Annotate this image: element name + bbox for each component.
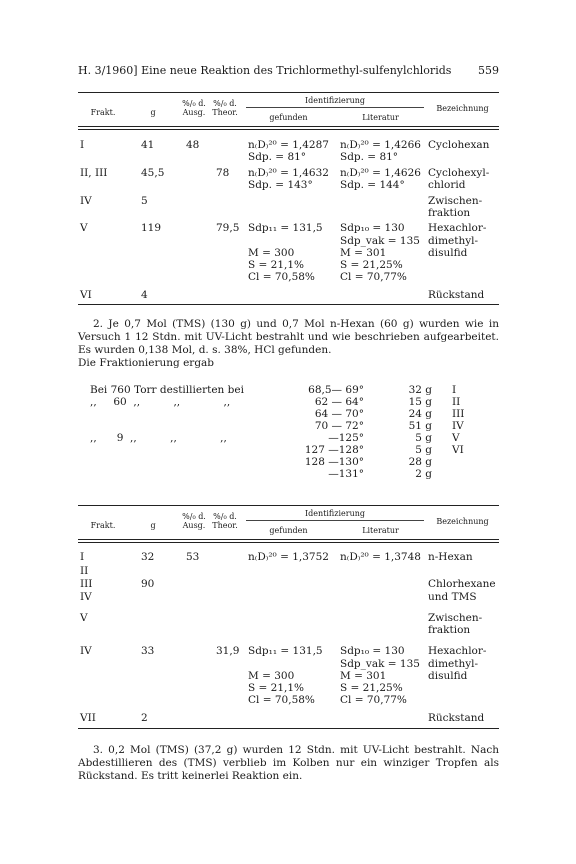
t1-frakt: VI (80, 289, 92, 301)
t2-gef: n₍D₎²⁰ = 1,3752 (248, 551, 329, 563)
t2-lit: M = 301 (340, 670, 387, 682)
t2-bez: und TMS (428, 591, 477, 603)
t1-gef: S = 21,1% (248, 259, 305, 271)
fractionation-list (78, 384, 499, 494)
frac-number: III (452, 408, 465, 420)
frac-temp: 128 —130° (304, 456, 364, 468)
t1-theor: 79,5 (216, 222, 240, 234)
running-header (78, 64, 499, 80)
t2-g: 33 (141, 645, 155, 657)
t1-bez: fraktion (428, 207, 471, 219)
frac-temp: —131° (328, 468, 364, 480)
frac-temp: 64 — 70° (314, 408, 364, 420)
col-header-g: g (150, 108, 156, 117)
frac-g: 32 g (408, 384, 432, 396)
t1-gef: n₍D₎²⁰ = 1,4287 (248, 139, 329, 151)
results-table-2 (78, 505, 499, 735)
t2-bez: Hexachlor- (428, 645, 487, 657)
frac-g: 51 g (408, 420, 432, 432)
col-header-bezeichnung: Bezeichnung (436, 517, 489, 526)
t1-bez: Cyclohexan (428, 139, 490, 151)
frac-temp: 70 — 72° (314, 420, 364, 432)
t1-g: 119 (141, 222, 162, 234)
frac-g: 28 g (408, 456, 432, 468)
t2-bez: n-Hexan (428, 551, 473, 563)
t2-lit: Sdp_vak = 135 (340, 658, 420, 670)
t1-bez: Hexachlor- (428, 222, 487, 234)
t1-bez: dimethyl- (428, 235, 479, 247)
col-header-identifizierung: Identifizierung (304, 509, 366, 518)
t2-ausg: 53 (186, 551, 200, 563)
col-header-theor: %/₀ d. Theor. (212, 99, 238, 117)
paragraph-3-text: 3. 0,2 Mol (TMS) (37,2 g) wurden 12 Stdn. mit UV-Licht bestrahlt. Nach Abdestillieren des (TMS) verblieb im Kolben nur ein winziger Tropfen als Rückstand. Es tritt keinerlei Reaktion ein. (78, 744, 499, 782)
t1-lit: Sdp_vak = 135 (340, 235, 420, 247)
t1-bez: Zwischen- (428, 195, 483, 207)
frac-cond: ,, 60 ,, ,, ,, (90, 396, 231, 408)
t2-lit: n₍D₎²⁰ = 1,3748 (340, 551, 421, 563)
t2-lit: S = 21,25% (340, 682, 403, 694)
t1-lit: n₍D₎²⁰ = 1,4626 (340, 167, 421, 179)
t1-g: 4 (141, 289, 148, 301)
t2-bez: dimethyl- (428, 658, 479, 670)
t2-bez: Rückstand (428, 712, 485, 724)
col-header-bezeichnung: Bezeichnung (436, 104, 489, 113)
t1-lit: M = 301 (340, 247, 387, 259)
header-citation: H. 3/1960] Eine neue Reaktion des Trichlormethyl-sulfenylchlorids (78, 64, 452, 77)
t2-theor: 31,9 (216, 645, 240, 657)
frac-temp: 68,5— 69° (308, 384, 364, 396)
col-header-ausg: %/₀ d. Ausg. (182, 512, 206, 530)
col-header-frakt: Frakt. (90, 521, 116, 530)
t2-frakt: IV (80, 645, 92, 657)
paragraph-2-text: 2. Je 0,7 Mol (TMS) (130 g) und 0,7 Mol n-Hexan (60 g) wurden wie in Versuch 1 12 Stdn. mit UV-Licht bestrahlt und wie beschrieben aufgearbeitet. Es wurden 0,138 Mol, d. s. 38%, HCl gefunden. (78, 318, 499, 356)
t1-gef: Sdp. = 81° (248, 151, 307, 163)
t2-frakt: IV (80, 591, 92, 603)
t2-bez: Zwischen- (428, 612, 483, 624)
t1-gef: Sdp. = 143° (248, 179, 313, 191)
t2-frakt: III (80, 578, 93, 590)
t1-g: 41 (141, 139, 155, 151)
t1-lit: Sdp. = 81° (340, 151, 399, 163)
t2-g: 90 (141, 578, 155, 590)
t1-gef: Sdp₁₁ = 131,5 (248, 222, 323, 234)
paragraph-2-line2: Die Fraktionierung ergab (78, 357, 215, 369)
col-header-gefunden: gefunden (269, 526, 308, 535)
frac-number: V (452, 432, 460, 444)
frac-temp: 127 —128° (304, 444, 364, 456)
frac-number: II (452, 396, 461, 408)
frac-g: 5 g (415, 432, 432, 444)
t1-g: 45,5 (141, 167, 165, 179)
t2-frakt: VII (80, 712, 96, 724)
col-header-theor: %/₀ d. Theor. (212, 512, 238, 530)
t2-gef: Sdp₁₁ = 131,5 (248, 645, 323, 657)
frac-number: IV (452, 420, 464, 432)
col-header-identifizierung: Identifizierung (304, 96, 366, 105)
frac-g: 5 g (415, 444, 432, 456)
t1-gef: M = 300 (248, 247, 295, 259)
t2-gef: M = 300 (248, 670, 295, 682)
results-table-1 (78, 92, 499, 312)
paragraph-3 (78, 744, 499, 783)
frac-temp: 62 — 64° (314, 396, 364, 408)
col-header-literatur: Literatur (362, 113, 399, 122)
t2-bez: Chlorhexane (428, 578, 496, 590)
col-header-ausg: %/₀ d. Ausg. (182, 99, 206, 117)
t1-frakt: I (80, 139, 85, 151)
t1-lit: Sdp₁₀ = 130 (340, 222, 405, 234)
t1-frakt: II, III (80, 167, 108, 179)
frac-number: VI (452, 444, 464, 456)
t1-lit: Sdp. = 144° (340, 179, 405, 191)
t1-lit: Cl = 70,77% (340, 271, 407, 283)
frac-temp: —125° (328, 432, 364, 444)
frac-cond: Bei 760 Torr destillierten bei (90, 384, 244, 396)
t1-bez: disulfid (428, 247, 468, 259)
t2-frakt: V (80, 612, 88, 624)
t1-frakt: V (80, 222, 88, 234)
col-header-g: g (150, 521, 156, 530)
col-header-literatur: Literatur (362, 526, 399, 535)
t1-bez: Cyclohexyl- (428, 167, 490, 179)
frac-g: 2 g (415, 468, 432, 480)
t1-bez: chlorid (428, 179, 466, 191)
t1-theor: 78 (216, 167, 230, 179)
page-number: 559 (478, 64, 499, 77)
t2-gef: Cl = 70,58% (248, 694, 315, 706)
t2-bez: disulfid (428, 670, 468, 682)
t1-gef: Cl = 70,58% (248, 271, 315, 283)
t2-gef: S = 21,1% (248, 682, 305, 694)
frac-g: 15 g (408, 396, 432, 408)
col-header-gefunden: gefunden (269, 113, 308, 122)
t2-g: 32 (141, 551, 155, 563)
t1-lit: S = 21,25% (340, 259, 403, 271)
t1-gef: n₍D₎²⁰ = 1,4632 (248, 167, 329, 179)
t2-lit: Sdp₁₀ = 130 (340, 645, 405, 657)
t1-bez: Rückstand (428, 289, 485, 301)
t1-ausg: 48 (186, 139, 200, 151)
frac-cond: ,, 9 ,, ,, ,, (90, 432, 227, 444)
t2-lit: Cl = 70,77% (340, 694, 407, 706)
t2-bez: fraktion (428, 624, 471, 636)
frac-g: 24 g (408, 408, 432, 420)
t1-lit: n₍D₎²⁰ = 1,4266 (340, 139, 421, 151)
paragraph-2 (78, 318, 499, 370)
t2-frakt: II (80, 565, 89, 577)
t1-g: 5 (141, 195, 148, 207)
col-header-frakt: Frakt. (90, 108, 116, 117)
frac-number: I (452, 384, 457, 396)
t1-frakt: IV (80, 195, 92, 207)
t2-frakt: I (80, 551, 85, 563)
t2-g: 2 (141, 712, 148, 724)
